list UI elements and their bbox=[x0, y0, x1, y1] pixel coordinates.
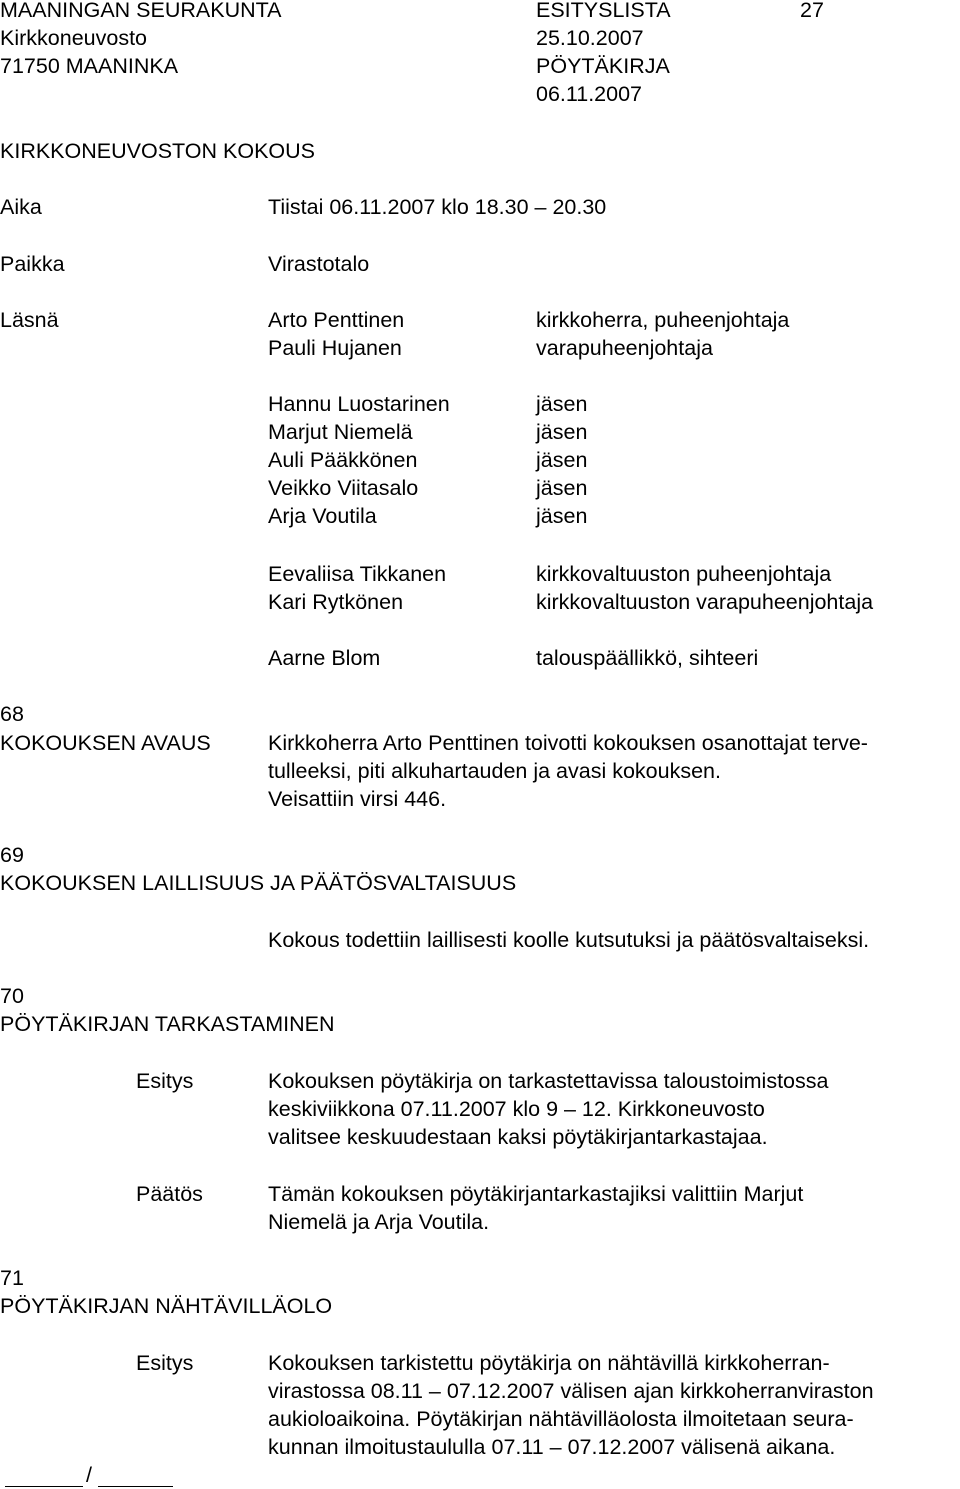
section-number: 68 bbox=[0, 702, 24, 726]
body-line: Kirkkoherra Arto Penttinen toivotti kokouksen osanottajat terve- bbox=[268, 731, 868, 755]
attendee-role: jäsen bbox=[536, 392, 588, 416]
page-number: 27 bbox=[800, 0, 824, 22]
body-line: virastossa 08.11 – 07.12.2007 välisen ajan kirkkoherranviraston bbox=[268, 1379, 874, 1403]
section-title: KOKOUKSEN AVAUS bbox=[0, 731, 211, 755]
attendee-role: varapuheenjohtaja bbox=[536, 336, 713, 360]
leaders-names bbox=[268, 306, 404, 362]
postal-address: 71750 MAANINKA bbox=[0, 54, 179, 78]
attendee-role: kirkkovaltuuston puheenjohtaja bbox=[536, 562, 832, 586]
section-body: Kokous todettiin laillisesti koolle kutsutuksi ja päätösvaltaiseksi. bbox=[268, 928, 870, 952]
decision-label: Päätös bbox=[136, 1182, 203, 1206]
section-title: KOKOUKSEN LAILLISUUS JA PÄÄTÖSVALTAISUUS bbox=[0, 871, 517, 895]
initials-line-right bbox=[98, 1486, 173, 1487]
initials-separator: / bbox=[86, 1463, 92, 1487]
header-left bbox=[0, 0, 282, 80]
members-names bbox=[268, 390, 450, 530]
agenda-date: 25.10.2007 bbox=[536, 26, 644, 50]
attendee-name: Arto Penttinen bbox=[268, 308, 405, 332]
attendee-role: jäsen bbox=[536, 476, 588, 500]
agenda-label: ESITYSLISTA bbox=[536, 0, 671, 22]
proposal-text bbox=[268, 1067, 828, 1151]
attendee-name: Eevaliisa Tikkanen bbox=[268, 562, 447, 586]
header-right bbox=[536, 0, 671, 108]
body-name: Kirkkoneuvosto bbox=[0, 26, 147, 50]
body-line: Tämän kokouksen pöytäkirjantarkastajiksi valittiin Marjut bbox=[268, 1182, 804, 1206]
attendee-role: jäsen bbox=[536, 420, 588, 444]
place-value: Virastotalo bbox=[268, 252, 370, 276]
secretary-name: Aarne Blom bbox=[268, 646, 381, 670]
body-line: tulleeksi, piti alkuhartauden ja avasi kokouksen. bbox=[268, 759, 721, 783]
council-names bbox=[268, 560, 446, 616]
attendee-name: Veikko Viitasalo bbox=[268, 476, 419, 500]
minutes-label: PÖYTÄKIRJA bbox=[536, 54, 670, 78]
section-number: 70 bbox=[0, 984, 24, 1008]
body-line: aukioloaikoina. Pöytäkirjan nähtävilläolosta ilmoitetaan seura- bbox=[268, 1407, 854, 1431]
body-line: Niemelä ja Arja Voutila. bbox=[268, 1210, 490, 1234]
minutes-date: 06.11.2007 bbox=[536, 82, 643, 106]
section-title: PÖYTÄKIRJAN NÄHTÄVILLÄOLO bbox=[0, 1294, 333, 1318]
attendee-name: Hannu Luostarinen bbox=[268, 392, 450, 416]
org-name: MAANINGAN SEURAKUNTA bbox=[0, 0, 282, 22]
leaders-roles bbox=[536, 306, 789, 362]
attendee-name: Kari Rytkönen bbox=[268, 590, 404, 614]
attendee-role: kirkkoherra, puheenjohtaja bbox=[536, 308, 790, 332]
attendee-role: kirkkovaltuuston varapuheenjohtaja bbox=[536, 590, 874, 614]
body-line: Veisattiin virsi 446. bbox=[268, 787, 447, 811]
attendee-name: Marjut Niemelä bbox=[268, 420, 413, 444]
proposal-text bbox=[268, 1349, 874, 1461]
attendee-name: Auli Pääkkönen bbox=[268, 448, 418, 472]
section-title: PÖYTÄKIRJAN TARKASTAMINEN bbox=[0, 1012, 335, 1036]
present-label: Läsnä bbox=[0, 308, 59, 332]
body-line: valitsee keskuudestaan kaksi pöytäkirjantarkastajaa. bbox=[268, 1125, 768, 1149]
time-label: Aika bbox=[0, 195, 42, 219]
body-line: Kokouksen pöytäkirja on tarkastettavissa taloustoimistossa bbox=[268, 1069, 829, 1093]
section-number: 69 bbox=[0, 843, 24, 867]
section-body bbox=[268, 729, 868, 813]
proposal-label: Esitys bbox=[136, 1069, 194, 1093]
body-line: keskiviikkona 07.11.2007 klo 9 – 12. Kirkkoneuvosto bbox=[268, 1097, 765, 1121]
decision-text bbox=[268, 1180, 803, 1236]
section-number: 71 bbox=[0, 1266, 24, 1290]
attendee-role: jäsen bbox=[536, 504, 588, 528]
members-roles bbox=[536, 390, 587, 530]
body-line: kunnan ilmoitustaululla 07.11 – 07.12.2007 välisenä aikana. bbox=[268, 1435, 836, 1459]
attendee-name: Pauli Hujanen bbox=[268, 336, 402, 360]
secretary-role: talouspäällikkö, sihteeri bbox=[536, 646, 759, 670]
place-label: Paikka bbox=[0, 252, 65, 276]
time-value: Tiistai 06.11.2007 klo 18.30 – 20.30 bbox=[268, 195, 607, 219]
council-roles bbox=[536, 560, 873, 616]
attendee-role: jäsen bbox=[536, 448, 588, 472]
proposal-label: Esitys bbox=[136, 1351, 194, 1375]
meeting-title: KIRKKONEUVOSTON KOKOUS bbox=[0, 139, 316, 163]
initials-line-left bbox=[5, 1486, 83, 1487]
attendee-name: Arja Voutila bbox=[268, 504, 377, 528]
body-line: Kokouksen tarkistettu pöytäkirja on nähtävillä kirkkoherran- bbox=[268, 1351, 830, 1375]
